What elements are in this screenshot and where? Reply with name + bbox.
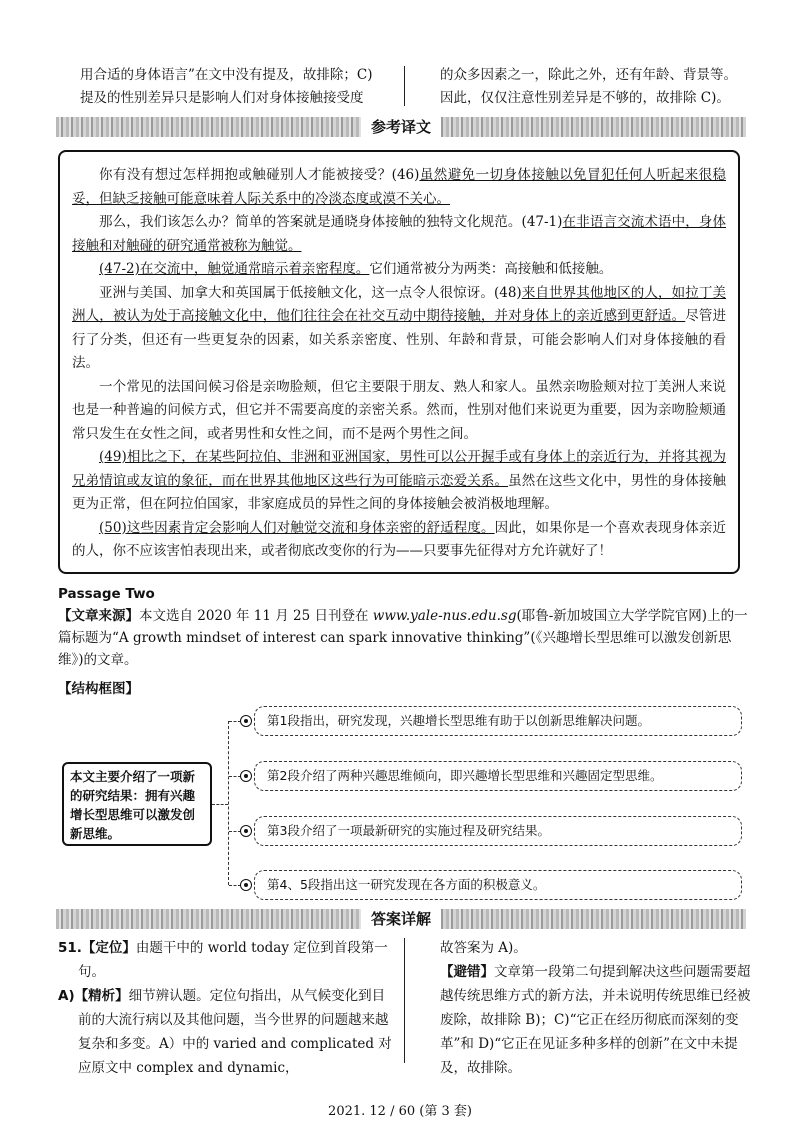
top-left-column <box>80 64 396 110</box>
text-run: 虽然在这些文化中，男性的身体接触更为正常，但在阿拉伯国家，非家庭成员的异性之间的身体接触会被消极地理解。 <box>72 472 727 512</box>
top-right-column <box>440 64 756 110</box>
structure-label: 【结构框图】 <box>58 681 139 697</box>
answers-title: 答案详解 <box>361 907 441 931</box>
text-run: 因此，如果你是一个喜欢表现身体亲近的人，你不应该害怕表现出来，或者彻底改变你的行为——只要事先征得对方允许就好了！ <box>72 519 726 559</box>
structure-point: 第3段介绍了一项最新研究的实施过程及研究结果。 <box>254 816 742 846</box>
structure-point: 第1段指出，研究发现，兴趣增长型思维有助于以创新思维解决问题。 <box>254 706 742 736</box>
translation-paragraph <box>72 258 726 282</box>
answers-banner <box>56 909 746 929</box>
underlined-text: (50)这些因素肯定会影响人们对触觉交流和身体亲密的舒适程度。 <box>99 519 495 536</box>
analysis-text: 细节辨认题。定位句指出，从气候变化到目前的大流行病以及其他问题，当今世界的问题越来越复杂和多变。A）中的 varied and complicated 对应原文中 complex and dynamic， <box>78 988 392 1076</box>
translation-paragraph: 一个常见的法国问候习俗是亲吻脸颊，但它主要限于朋友、熟人和家人。虽然亲吻脸颊对拉丁美洲人来说也是一种普遍的问候方式，但它并不需要高度的亲密关系。然而，性别对他们来说更为重要，因为亲吻脸颊通常只发生在女性之间，或者男性和女性之间，而不是两个男性之间。 <box>72 378 726 442</box>
source-text: 本文选自 2020 年 11 月 25 日刊登在 <box>139 608 373 624</box>
avoid-error <box>440 960 758 1080</box>
top-left-line: 提及的性别差异只是影响人们对身体接触接受度 <box>80 90 364 106</box>
text-run: 它们通常被分为两类：高接触和低接触。 <box>369 261 613 277</box>
top-right-line: 因此，仅仅注意性别差异是不够的，故排除 C)。 <box>440 90 730 106</box>
question-number: 51. <box>58 940 82 956</box>
underlined-text: (49)相比之下，在某些阿拉伯、非洲和亚洲国家，男性可以公开握手或有身体上的亲近行为，并将其视为兄弟情谊或友谊的象征，而在世界其他地区这些行为可能暗示恋爱关系。 <box>72 449 726 489</box>
underlined-text: (47-2)在交流中，触觉通常暗示着亲密程度。 <box>99 261 370 277</box>
page-footer: 2021. 12 / 60 (第 3 套) <box>328 1104 472 1119</box>
structure-point: 第2段介绍了两种兴趣思维倾向，即兴趣增长型思维和兴趣固定型思维。 <box>254 761 742 791</box>
translation-title: 参考译文 <box>361 115 441 139</box>
answers-left-column <box>58 936 392 1080</box>
top-left-line: 用合适的身体语言”在文中没有提及，故排除；C) <box>80 67 373 83</box>
structure-point: 第4、5段指出这一研究发现在各方面的积极意义。 <box>254 870 742 900</box>
bullet-icon <box>240 770 252 782</box>
translation-paragraph <box>72 211 726 258</box>
connector-trunk <box>228 721 230 885</box>
answer-conclusion: 故答案为 A)。 <box>440 940 527 956</box>
bullet-icon <box>240 825 252 837</box>
option-label: A) <box>58 988 75 1004</box>
underlined-text: 在非语言交流术语中，身体接触和对触碰的研究通常被称为触觉。 <box>72 214 726 254</box>
text-run: 那么，我们该怎么办？简单的答案就是通晓身体接触的独特文化规范。(47-1) <box>99 214 563 230</box>
source-label: 【文章来源】 <box>58 608 139 624</box>
locate-tag: 【定位】 <box>81 940 136 956</box>
source-paragraph <box>58 605 748 671</box>
answers-right-column <box>440 936 758 1080</box>
underlined-text: 来自世界其他地区的人，如拉丁美洲人，被认为处于高接触文化中，他们往往会在社交互动中期待接触，并对身体上的亲近感到更舒适。 <box>72 284 727 324</box>
bullet-icon <box>240 715 252 727</box>
text-run: 你有没有想过怎样拥抱或触碰别人才能被接受？(46) <box>99 167 420 183</box>
translation-box <box>58 150 740 574</box>
translation-paragraph <box>72 517 726 564</box>
avoid-text: 文章第一段第二句提到解决这些问题需要超越传统思维方式的新方法，并未说明传统思维已经被废除，故排除 B)；C)“它正在经历彻底而深刻的变革”和 D)“它正在见证多种多样的创新”在文中未提及，故排除。 <box>440 964 751 1076</box>
source-site: www.yale-nus.edu.sg <box>372 608 517 624</box>
underlined-text: 虽然避免一切身体接触以免冒犯任何人听起来很稳妥，但缺乏接触可能意味着人际关系中的冷淡态度或漠不关心。 <box>72 167 726 207</box>
bullet-icon <box>240 879 252 891</box>
column-divider <box>404 66 405 106</box>
passage-heading: Passage Two <box>58 586 155 602</box>
analysis-tag: 【精析】 <box>74 988 129 1004</box>
q51-locate <box>58 936 392 984</box>
top-right-line: 的众多因素之一，除此之外，还有年龄、背景等。 <box>440 67 737 83</box>
avoid-tag: 【避错】 <box>440 964 494 980</box>
translation-paragraph <box>72 164 726 211</box>
column-divider <box>404 938 405 1063</box>
text-run: 亚洲与美国、加拿大和英国属于低接触文化，这一点令人很惊讶。(48) <box>99 284 522 301</box>
translation-banner <box>56 117 746 137</box>
option-a-analysis <box>58 984 392 1080</box>
connector-line <box>212 804 228 805</box>
main-summary-box: 本文主要介绍了一项新的研究结果：拥有兴趣增长型思维可以激发创新思维。 <box>62 762 212 846</box>
translation-paragraph <box>72 282 726 376</box>
translation-paragraph <box>72 446 726 517</box>
source-text: (耶鲁-新加坡国立大学学院官网)上的一篇标题为“A growth mindset of interest can spark innovative thinking”(《兴趣增长型思维可以激发创新思维》)的文章。 <box>58 608 748 668</box>
text-run: 尽管进行了分类，但还有一些更复杂的因素，如关系亲密度、性别、年龄和背景，可能会影响人们对身体接触的看法。 <box>72 308 727 371</box>
locate-text: 由题干中的 world today 定位到首段第一句。 <box>78 940 388 980</box>
